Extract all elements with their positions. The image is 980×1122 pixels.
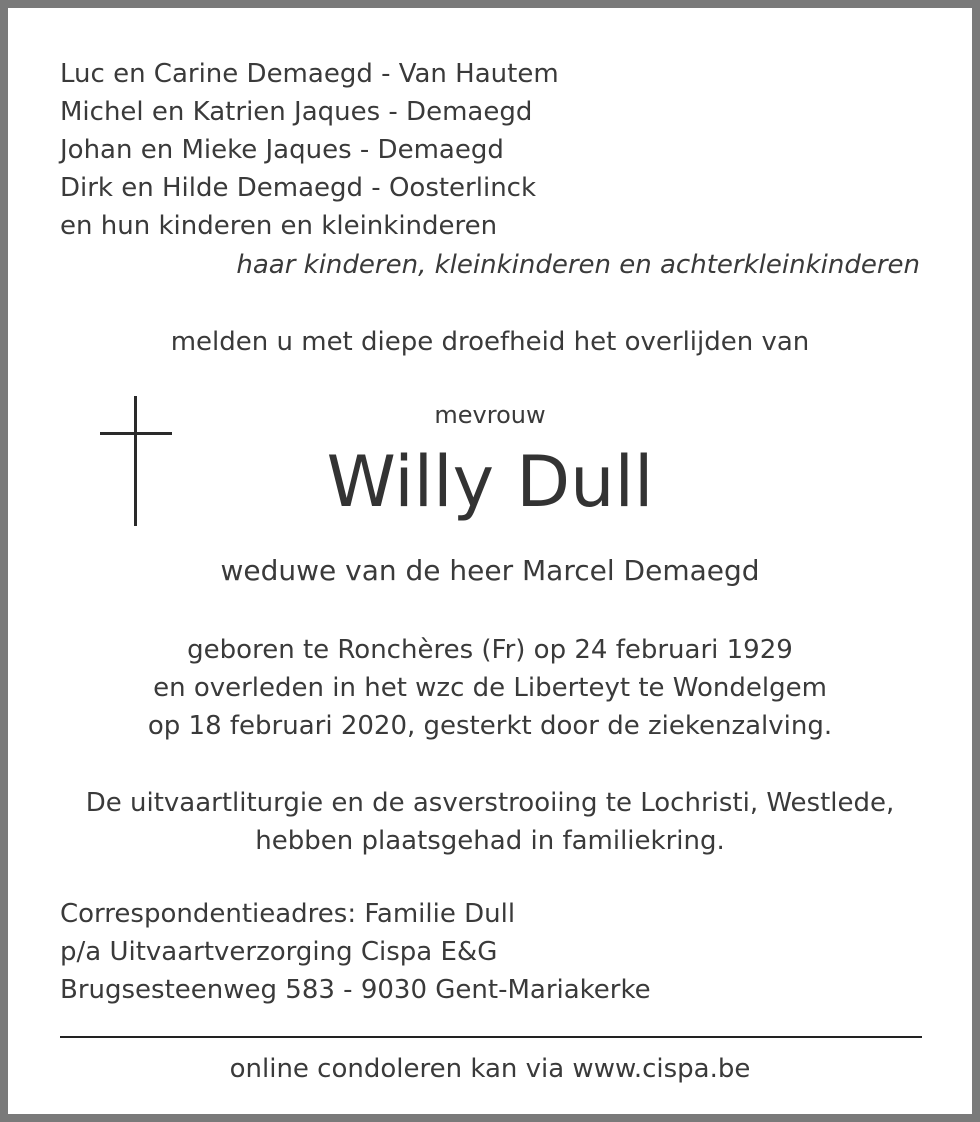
funeral-line-2: hebben plaatsgehad in familiekring. (255, 826, 725, 856)
death-place-line: en overleden in het wzc de Liberteyt te Wondelgem (153, 673, 827, 703)
correspondence-line-1: Correspondentieadres: Familie Dull (60, 899, 516, 929)
family-line-1: Luc en Carine Demaegd - Van Hautem (60, 59, 559, 89)
correspondence-line-3: Brugsesteenweg 583 - 9030 Gent-Mariakerke (60, 975, 651, 1005)
family-line-2: Michel en Katrien Jaques - Demaegd (60, 97, 533, 127)
condolence-link: online condoleren kan via www.cispa.be (229, 1054, 751, 1084)
family-line-3: Johan en Mieke Jaques - Demaegd (60, 135, 504, 165)
deceased-name: Willy Dull (326, 441, 654, 523)
family-line-4: Dirk en Hilde Demaegd - Oosterlinck (60, 173, 537, 203)
honorific: mevrouw (434, 401, 546, 429)
divider (60, 1036, 922, 1038)
birth-line: geboren te Ronchères (Fr) op 24 februari 1929 (187, 635, 793, 665)
correspondence-line-2: p/a Uitvaartverzorging Cispa E&G (60, 937, 498, 967)
family-line-5: en hun kinderen en kleinkinderen (60, 211, 498, 241)
funeral-line-1: De uitvaartliturgie en de asverstrooiing te Lochristi, Westlede, (85, 788, 895, 818)
announcement-text: melden u met diepe droefheid het overlijden van (170, 327, 810, 357)
widow-of: weduwe van de heer Marcel Demaegd (220, 554, 760, 587)
death-date-line: op 18 februari 2020, gesterkt door de ziekenzalving. (147, 711, 833, 741)
family-role: haar kinderen, kleinkinderen en achterkleinkinderen (236, 250, 920, 280)
